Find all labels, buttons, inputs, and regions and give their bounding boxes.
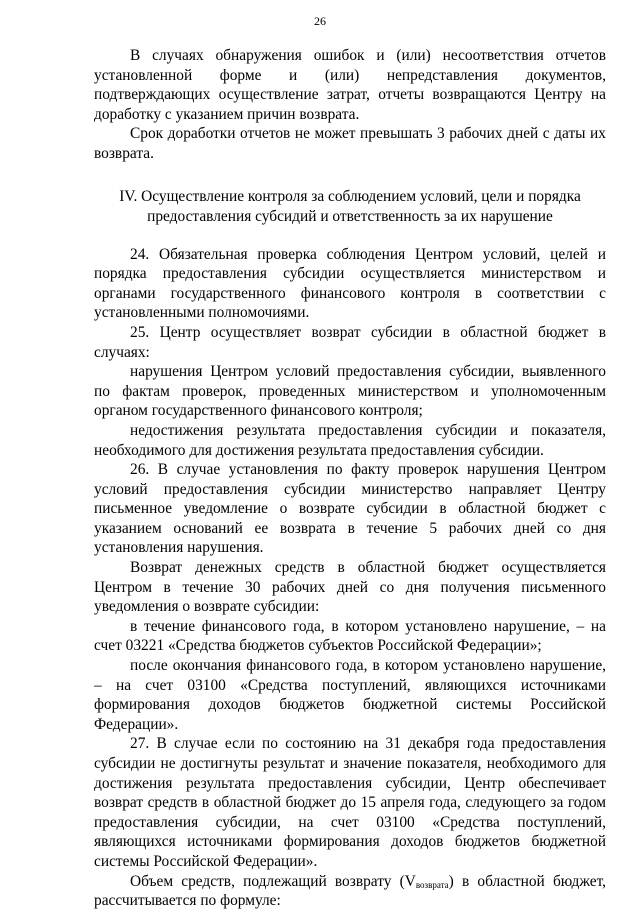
page-number: 26 — [314, 14, 326, 28]
paragraph-26: 26. В случае установления по факту проверок нарушения Центром условий предоставления субсидии министерство направляет Центру письменное уведомление о возврате субсидии в областной бюджет с указанием оснований ее возврата в течение 5 рабочих дней со дня установления нарушения. — [94, 461, 606, 557]
paragraph-25-case-result: недостижения результата предоставления субсидии и показателя, необходимого для достижения результата предоставления субсидии. — [94, 421, 606, 459]
paragraph-25-case-violation: нарушения Центром условий предоставления субсидии, выявленного по фактам проверок, проведенных министерством и уполномоченным органом государственного финансового контроля; — [94, 363, 606, 420]
section-heading-line-2: предоставления субсидий и ответственность за их нарушение — [147, 207, 553, 225]
paragraph-24: 24. Обязательная проверка соблюдения Центром условий, целей и порядка предоставления субсидии осуществляется министерством и органами государственного финансового контроля в соответствии с установленными полномочиями. — [94, 245, 606, 322]
document-body — [94, 46, 606, 911]
section-heading — [94, 187, 606, 227]
formula-subscript: возврата — [415, 879, 449, 890]
section-heading-line-1: IV. Осуществление контроля за соблюдением условий, цели и порядка — [119, 187, 581, 205]
paragraph-27: 27. В случае если по состоянию на 31 декабря года предоставления субсидии не достигнуты результат и значение показателя, необходимого для достижения результата предоставления субсидии, Центр обеспечивает возврат средств в областной бюджет до 15 апреля года, следующего за годом предоставления субсидии, на счет 03100 «Средства поступлений, являющихся источниками формирования доходов бюджетов бюджетной системы Российской Федерации». — [94, 735, 606, 870]
formula-text-after: ) в областной бюджет, рассчитывается по формуле: — [94, 872, 607, 910]
formula-text-before: Объем средств, подлежащий возврату (V — [130, 872, 416, 890]
paragraph-revision-deadline: Срок доработки отчетов не может превышать 3 рабочих дней с даты их возврата. — [94, 125, 606, 162]
paragraph-26-account-03100: после окончания финансового года, в котором установлено нарушение, – на счет 03100 «Средства поступлений, являющихся источниками формирования доходов бюджетов бюджетной системы Российской Федерации». — [94, 657, 606, 733]
paragraph-26-refund: Возврат денежных средств в областной бюджет осуществляется Центром в течение 30 рабочих дней со дня получения письменного уведомления о возврате субсидии: — [94, 559, 606, 616]
paragraph-26-account-03221: в течение финансового года, в котором установлено нарушение, – на счет 03221 «Средства бюджетов субъектов Российской Федерации»; — [94, 617, 606, 655]
paragraph-25: 25. Центр осуществляет возврат субсидии в областной бюджет в случаях: — [94, 323, 606, 361]
paragraph-errors: В случаях обнаружения ошибок и (или) несоответствия отчетов установленной форме и (или) непредставления документов, подтверждающих осуществление затрат, отчеты возвращаются Центру на доработку с указанием причин возврата. — [94, 47, 606, 123]
